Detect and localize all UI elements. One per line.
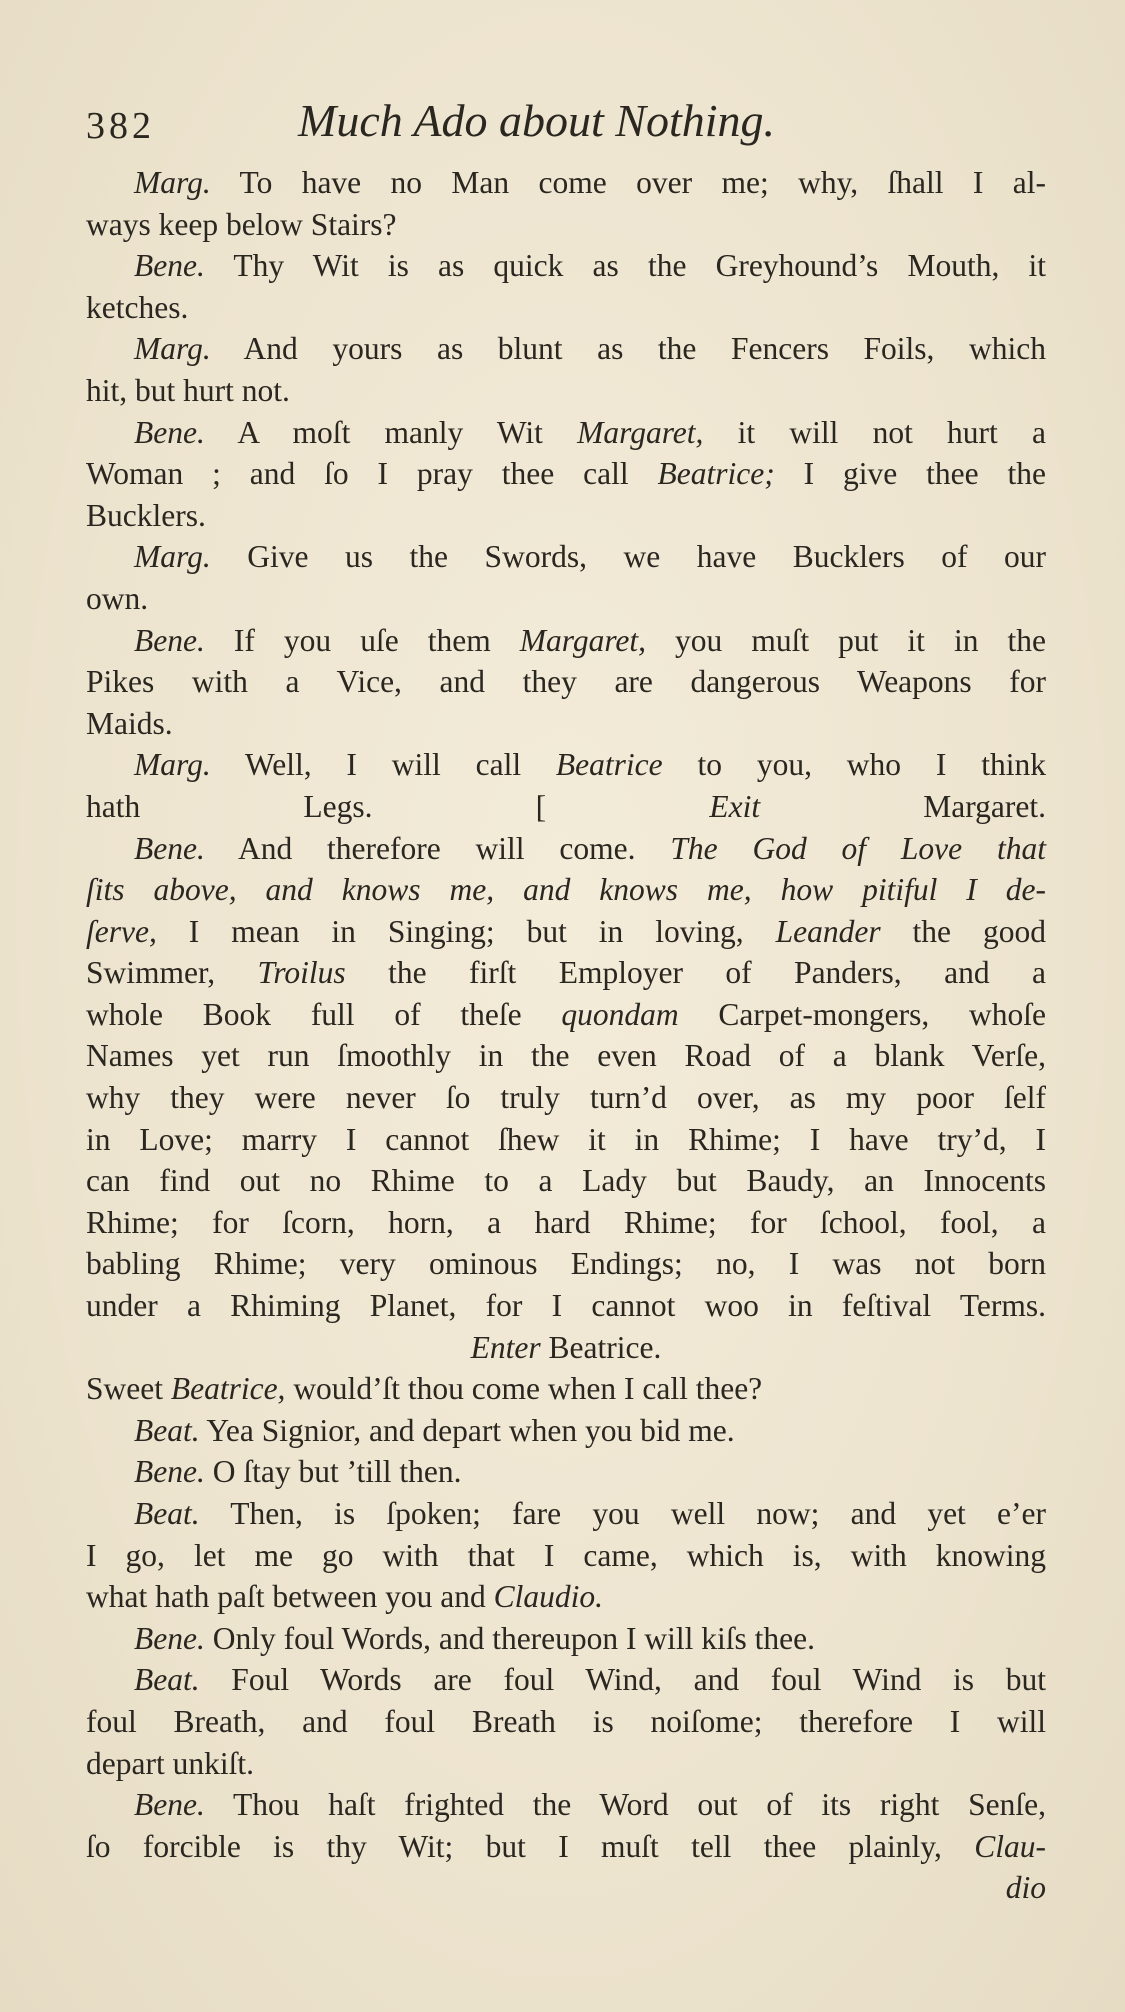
italic-text: Bene. [134, 1454, 205, 1490]
text-line [86, 1535, 1046, 1577]
text-line [86, 869, 1046, 911]
text-run: Thou haſt frighted the Word out of its right Senſe, [204, 1787, 1046, 1823]
text-line [86, 1659, 1046, 1701]
text-line [86, 994, 1046, 1036]
text-run: Beatrice. [540, 1329, 662, 1365]
text-run: Margaret. [760, 788, 1046, 824]
text-line [86, 703, 1046, 745]
text-run: it will not hurt a [703, 414, 1046, 450]
text-line [86, 162, 1046, 204]
italic-text: Marg. [134, 165, 211, 200]
italic-text: Beat. [134, 1412, 200, 1448]
text-run: the firſt Employer of Panders, and a [345, 955, 1046, 991]
text-run: ſo forcible is thy Wit; but I muſt tell thee plainly, [86, 1828, 975, 1864]
italic-text: Claudio. [493, 1579, 604, 1615]
text-run: I give thee the [774, 456, 1046, 492]
text-run: Carpet-mongers, whoſe [678, 996, 1046, 1032]
italic-text: Bene. [134, 1787, 205, 1823]
text-run: to you, who I think [662, 747, 1046, 783]
text-line [86, 1743, 1046, 1785]
text-run: And therefore will come. [204, 830, 671, 866]
italic-text: and knows me, and knows me, how pitiful I de- [265, 872, 1046, 908]
text-run: babling Rhime; very ominous Endings; no, I was not born [86, 1246, 1046, 1282]
text-run: Maids. [86, 705, 173, 741]
text-line [86, 536, 1046, 578]
text-run: Sweet [86, 1371, 171, 1407]
text-run: depart unkiſt. [86, 1745, 254, 1781]
text-run: hit, but hurt not. [86, 372, 290, 408]
italic-text: Bene. [134, 414, 205, 450]
italic-text: Bene. [134, 622, 205, 658]
text-line [86, 1784, 1046, 1826]
text-line [86, 204, 1046, 246]
italic-text: Marg. [134, 331, 211, 367]
text-run: ketches. [86, 289, 189, 325]
text-line [86, 453, 1046, 495]
italic-text: Margaret, [519, 622, 647, 658]
text-run: Rhime; for ſcorn, horn, a hard Rhime; for ſchool, fool, a [86, 1204, 1046, 1240]
text-run: hath Legs. [86, 788, 373, 824]
text-run: under a Rhiming Planet, for I cannot woo in feſtival Terms. [86, 1288, 1046, 1324]
text-line [86, 1035, 1046, 1077]
text-run: Pikes with a Vice, and they are dangerous Weapons for [86, 664, 1046, 700]
text-run: would’ſt thou come when I call thee? [285, 1371, 763, 1407]
italic-text: Margaret, [577, 414, 704, 450]
text-run: Yea Signior, and depart when you bid me. [199, 1412, 735, 1448]
italic-text: Exit [709, 788, 761, 824]
text-line [86, 1701, 1046, 1743]
text-line [86, 1618, 1046, 1660]
text-run: O ſtay but ’till then. [204, 1454, 462, 1490]
text-line [86, 1160, 1046, 1202]
italic-text: Marg. [134, 747, 211, 783]
text-run: Well, I will call [210, 747, 556, 783]
text-run: Foul Words are foul Wind, and foul Wind is but [199, 1662, 1046, 1698]
catchword: dio [1005, 1870, 1046, 1906]
text-run: Bucklers. [86, 497, 206, 533]
italic-text: Bene. [134, 1620, 205, 1656]
text-run: the good [880, 913, 1046, 949]
text-run: Swimmer, [86, 955, 258, 991]
text-line [86, 1576, 1046, 1618]
italic-text: Beat. [134, 1496, 200, 1531]
text-run: Then, is ſpoken; fare you well now; and yet e’er [199, 1496, 1046, 1531]
text-line [86, 245, 1046, 287]
text-line [86, 1368, 1046, 1410]
text-line [86, 1410, 1046, 1452]
text-line [86, 1493, 1046, 1535]
text-run: can find out no Rhime to a Lady but Baudy, an Innocents [86, 1163, 1046, 1199]
text-run: To have no Man come over me; why, ſhall I al- [210, 165, 1046, 200]
text-run: I mean in Singing; but in loving, [156, 913, 776, 949]
text-run: A moſt manly Wit [204, 414, 578, 450]
text-line [86, 620, 1046, 662]
italic-text: Marg. [134, 539, 211, 575]
text-line [86, 952, 1046, 994]
text-run: why they were never ſo truly turn’d over, as my poor ſelf [86, 1080, 1046, 1116]
text-run: Woman ; and ſo I pray thee call [86, 456, 658, 492]
text-line [86, 412, 1046, 454]
text-line [86, 1243, 1046, 1285]
text-line [86, 661, 1046, 703]
text-line [86, 1119, 1046, 1161]
text-run: And yours as blunt as the Fencers Foils, which [210, 331, 1046, 367]
text-line [86, 744, 1046, 786]
italic-text: Bene. [134, 830, 205, 866]
text-line [86, 786, 1046, 828]
text-run: Thy Wit is as quick as the Greyhound’s Mouth, it [204, 248, 1046, 284]
running-title: Much Ado about Nothing. [298, 95, 776, 146]
play-text [86, 162, 1046, 1909]
italic-text: Leander [775, 913, 881, 949]
text-line [86, 1826, 1046, 1868]
text-line [86, 1327, 1046, 1369]
text-run: foul Breath, and foul Breath is noiſome; therefore I will [86, 1703, 1046, 1739]
text-line [86, 911, 1046, 953]
text-run: you muſt put it in the [646, 622, 1046, 658]
text-run: Only foul Words, and thereupon I will kiſs thee. [204, 1620, 816, 1656]
italic-text: Beatrice [555, 747, 663, 783]
page-number: 382 [86, 105, 155, 147]
text-run: If you uſe them [204, 622, 520, 658]
text-line [86, 1285, 1046, 1327]
italic-text: Clau- [974, 1828, 1046, 1864]
text-line [86, 578, 1046, 620]
italic-text: The God of Love that [670, 830, 1046, 866]
text-line [86, 1451, 1046, 1493]
text-run: Names yet run ſmoothly in the even Road of a blank Verſe, [86, 1038, 1046, 1074]
text-line [86, 495, 1046, 537]
text-run: [ [372, 788, 710, 824]
text-run: whole Book full of theſe [86, 996, 562, 1032]
text-run: own. [86, 580, 149, 616]
italic-text: ſerve, [86, 913, 157, 949]
text-run: Give us the Swords, we have Bucklers of our [210, 539, 1046, 575]
text-run: ways keep below Stairs? [86, 206, 397, 242]
text-line [86, 328, 1046, 370]
text-run: in Love; marry I cannot ſhew it in Rhime; I have try’d, I [86, 1121, 1046, 1157]
text-line [86, 828, 1046, 870]
text-line [86, 1202, 1046, 1244]
italic-text: Enter [470, 1329, 541, 1365]
italic-text: ſits above, [86, 872, 266, 908]
text-line [86, 370, 1046, 412]
italic-text: quondam [561, 996, 679, 1032]
text-run: I go, let me go with that I came, which is, with knowing [86, 1537, 1046, 1573]
italic-text: Troilus [257, 955, 346, 991]
page-header [86, 94, 1046, 154]
text-line [86, 287, 1046, 329]
text-run: what hath paſt between you and [86, 1579, 494, 1615]
italic-text: Beatrice, [170, 1371, 286, 1407]
text-line [86, 1077, 1046, 1119]
italic-text: Beatrice; [657, 456, 775, 492]
italic-text: Beat. [134, 1662, 200, 1698]
italic-text: Bene. [134, 248, 205, 284]
